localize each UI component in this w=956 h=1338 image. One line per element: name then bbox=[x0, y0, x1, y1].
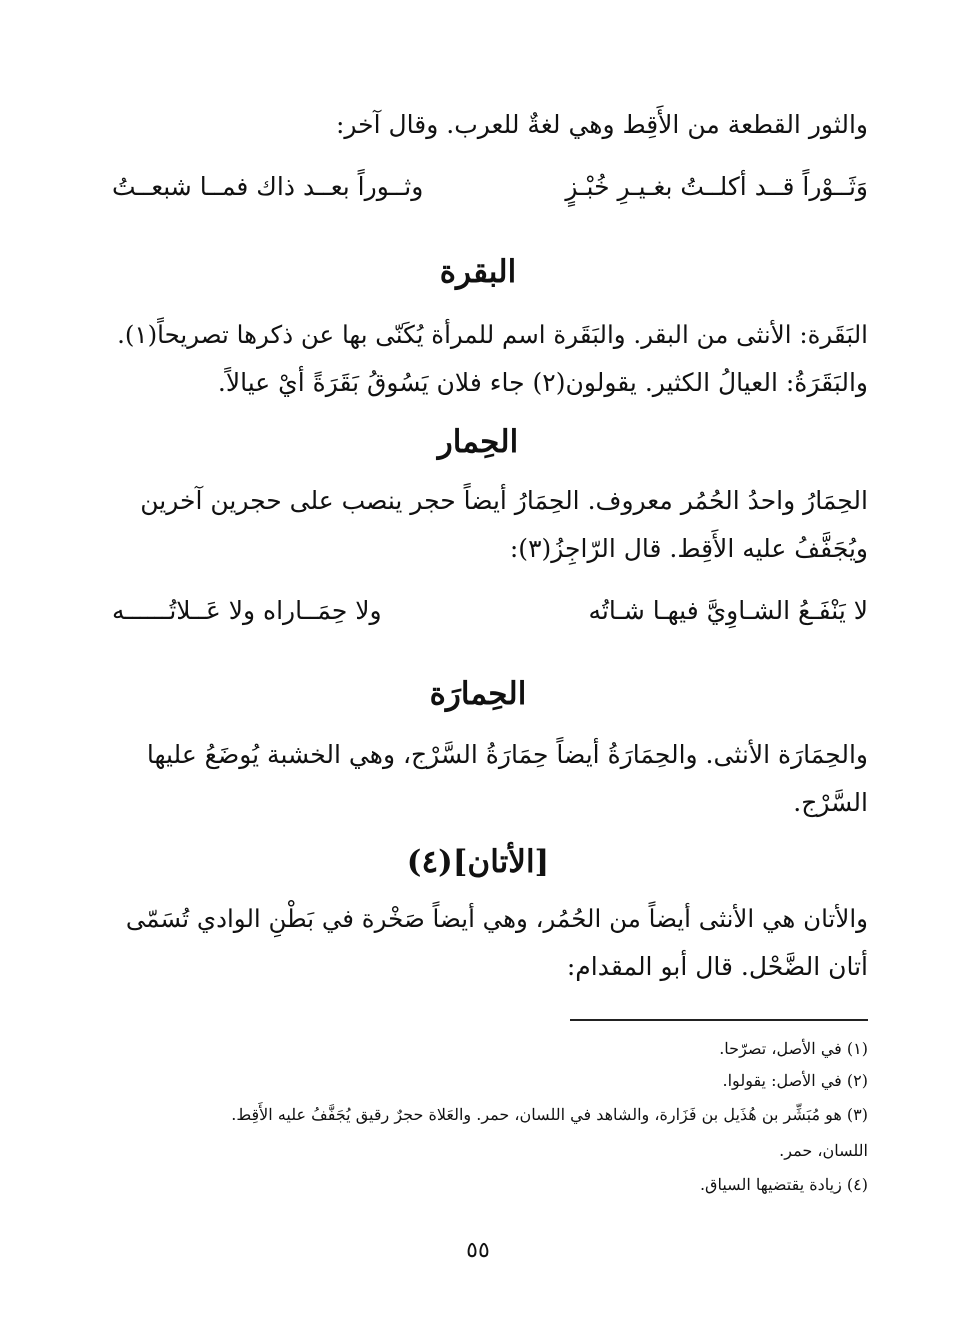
himar-line-2: ويُجَفَّفُ عليه الأَقِط. قال الرّاجِزُ(٣): bbox=[509, 534, 868, 563]
atan-line-1: والأتان هي الأنثى أيضاً من الحُمُر، وهي أيضاً صَخْرة في بَطْنِ الوادي تُسَمّى bbox=[125, 904, 868, 933]
verse-2-hemistich-right: لا يَنْفَـعُ الشـاوِيَّ فيهـا شـاتُه bbox=[588, 596, 868, 625]
heading-atan: [الأتان](٤) bbox=[406, 844, 550, 880]
intro-line: والثور القطعة من الأَقِط وهي لغةٌ للعرب. وقال آخر: bbox=[335, 110, 868, 139]
heading-baqara: البقرة bbox=[439, 254, 517, 290]
footnote-separator bbox=[570, 1019, 868, 1021]
himara-line-2: السَّرْج. bbox=[793, 788, 868, 817]
verse-1-hemistich-right: وَثَــوْراً قــد أكلــتُ بغـيـرِ خُبْـزٍ bbox=[565, 172, 868, 201]
footnote-1: (١) في الأصل، تصرّحا. bbox=[719, 1039, 868, 1058]
verse-2-hemistich-left: ولا حِمَــاراه ولا عَــلاتُــــــه bbox=[112, 596, 382, 625]
atan-line-2: أتان الضَّحْل. قال أبو المقدام: bbox=[566, 952, 868, 981]
himara-line-1: والحِمَارَة الأنثى. والحِمَارَةُ أيضاً حِمَارَةُ السَّرْج، وهي الخشبة يُوضَعُ عليها bbox=[146, 740, 868, 769]
verse-1-hemistich-left: وثــوراً بعــد ذاك فمــا شبعــتُ bbox=[112, 172, 424, 201]
heading-himara: الحِمارَة bbox=[429, 676, 527, 712]
page-number: ٥٥ bbox=[466, 1238, 490, 1263]
himar-line-1: الحِمَارُ واحدُ الحُمُر معروف. الحِمَارُ أيضاً حجر ينصب على حجرين آخرين bbox=[140, 486, 868, 515]
baqara-line-2: والبَقَرَةُ: العيالُ الكثير. يقولون(٢) جاء فلان يَسُوقُ بَقَرَةً أيْ عيالاً. bbox=[217, 368, 868, 397]
heading-himar: الحِمار bbox=[437, 424, 519, 460]
footnote-3-continued: اللسان، حمر. bbox=[779, 1141, 868, 1160]
verse-1 bbox=[112, 170, 868, 204]
verse-2 bbox=[112, 594, 868, 628]
baqara-line-1: البَقَرة: الأنثى من البقر. والبَقَرة اسم للمرأة يُكَنّى بها عن ذكرها تصريحاً(١). bbox=[117, 320, 868, 349]
footnote-4: (٤) زيادة يقتضيها السياق. bbox=[699, 1175, 868, 1194]
footnote-3: (٣) هو مُبَشِّر بن هُذَيل بن فَزَارة، والشاهد في اللسان، حمر. والعَلاة حجرٌ رقيق يُجَفَّفُ عليه الأَقِط. bbox=[231, 1105, 868, 1124]
footnote-2: (٢) في الأصل: يقولوا. bbox=[722, 1071, 868, 1090]
